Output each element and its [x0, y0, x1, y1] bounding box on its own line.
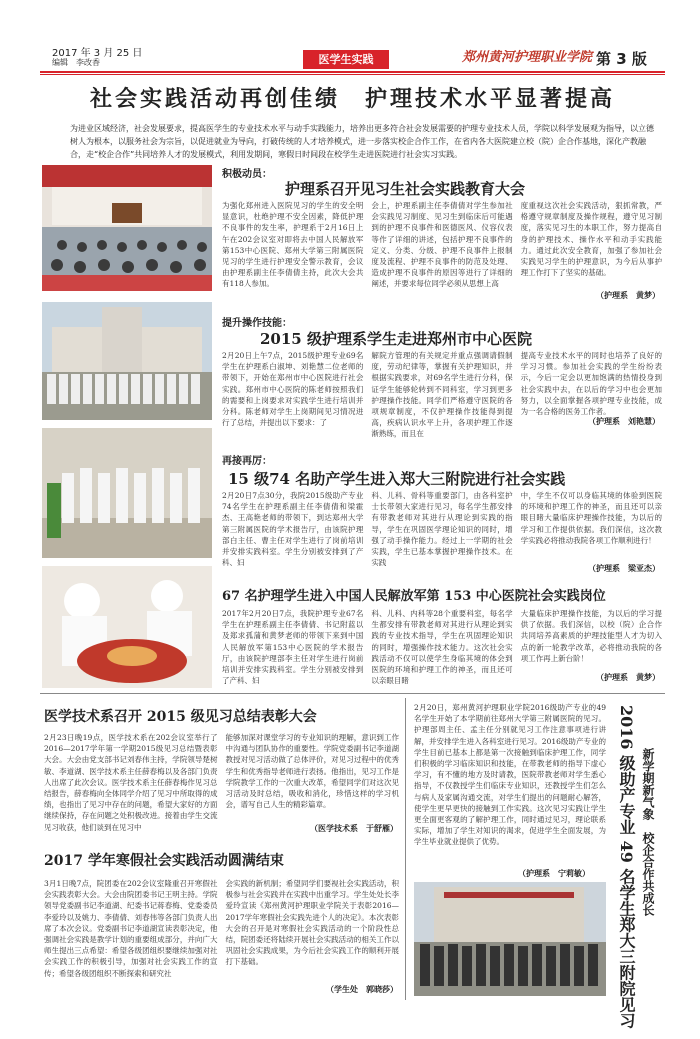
a4-title: 67 名护理学生进入中国人民解放军第 153 中心医院社会实践岗位 [222, 589, 606, 604]
a2-col2: 解院方管理的有关规定并重点强调请假制度，劳动纪律等，掌握有关护理知识，并根据实践要求，对69名学生进行分科，保证学生能够轮转到不同科室，学习到更多护理操作技能。同学们严格遵守医院的各项规章制度，不仅护理操作技能得到提高，疾病认识水平上升，各项护理工作逐渐熟练，而且在 [371, 351, 513, 439]
a4-byline: （护理系 黄梦） [596, 673, 660, 682]
a2-byline: （护理系 刘艳慧） [588, 417, 660, 426]
a5-byline: （医学技术系 于舒雁） [310, 824, 398, 833]
header-rule-thin [40, 74, 665, 75]
a4-col2: 科、儿科、内科等28个重要科室，每名学生都安排有带教老师对其进行从理论到实践的专业技术指导，学生在巩固理论知识的同时，增强操作技术能力。这次社会实践活动不仅可以使学生身临其境的体会到医院的环境和护理工作的神圣，而且还可以亲眼目睹 [371, 609, 513, 686]
a4-col3: 大量临床护理操作技能，为以后的学习提供了依据。我们深信，以校（院）企合作共同培养高素质的护理技能型人才为切入点的新一轮教学改革，必将推动我院的各项工作再上新台阶！ [520, 609, 662, 663]
section-divider [40, 693, 665, 694]
a7-title-main: 2016 级助产专业 49 名学生郑大三附院见习 [617, 705, 636, 1029]
a3-col2: 科、儿科、骨科等重要部门，由各科室护士长带领大家进行见习，每名学生都安排有带教老师对其进行从理论到实践的指导，学生在巩固医学理论知识的同时，增强了动手操作能力。经过上一学期的社会实践，学生已基本掌握护理操作技术。在实践 [371, 491, 513, 568]
a6-byline: （学生处 郭晓莎） [326, 985, 398, 994]
intro-paragraph: 为进业区域经济，社会发展要求，提高医学生的专业技术水平与动手实践能力，培养出更多符合社会发展需要的护理专业技术人员，学院以科学发展观为指导，以立德树人为根本，以服务社会为宗旨，以促进就业为导向，打破传统的人才培养模式，进一步落实校企合作工作，在省内各大医院建立校（院）企合作基地，深化产教融合，走“校企合作”共同培养人才的发展模式，利用发期间，寒假日时间段在校学生走进医院进行社会实习实践。 [70, 124, 654, 159]
a3-col3: 中，学生不仅可以身临其境的体验到医院的环境和护理工作的神圣，而且还可以亲眼目睹大量临床护理操作技能，为以后的学习和工作提供依据。我们深信，这次教学实践必将推动我院各项工作顺利进行！ [520, 491, 662, 545]
a5-col2: 能够加深对课堂学习的专业知识的理解，意识到工作中沟通与团队协作的重要性。学院党委副书记李道湖教授对见习活动做了总体评价，对见习过程中的优秀学生和优秀指导老师进行表扬。他指出，见习工作是学院教学工作的一次重大改革，希望同学们对这次见习活动及时总结，吸收和消化，珍惜这样的学习机会，谱写自己人生的精彩篇章。 [225, 733, 399, 810]
column-divider [405, 698, 406, 1000]
a7-body [414, 702, 606, 866]
a2-kicker: 提升操作技能： [222, 318, 292, 329]
photo-hospital-students [414, 882, 606, 996]
a1-col1: 为强化郑州进入医院见习的学生的安全明显意识，杜绝护理不安全因素，降低护理不良事件的发生率，护理系于2月16日上午在202会议室对即将去中国人民解放军第153中心医院、郑州大学第三附属医院见习的学生进行护理安全警示教育，会议由护理系副主任李倩倩主持，此次大会共有118人参加。 [222, 201, 364, 289]
header-rule [40, 71, 665, 73]
a1-byline: （护理系 黄梦） [596, 291, 660, 300]
a2-col3: 提高专业技术水平的同时也培养了良好的学习习惯。参加社会实践的学生纷纷表示，今后一定会以更加饱满的热情投身到社会实践中去，在以后的学习中也会更加努力，以全面掌握各项护理专业技能，成为一名合格的医务工作者。 [520, 351, 662, 417]
a5-col1: 2月23日晚19点，医学技术系在202会议室举行了2016—2017学年第一学期2015级见习总结暨表彰大会。大会由党支部书记刘春伟主持，学院领导楚树敏、李道湖、医学技术系主任薛春梅以及各部门负责人出席了此次会议。医学技术系主任薛春梅作见习总结报告，薛春梅向全体同学介绍了见习中所取得的成绩，也指出了见习中存在的问题，希望大家好的方面继续保持，存在问题之处积极改进。接着由学生交流见习收获，他们谈到在见习中 [44, 733, 218, 832]
a2-col1: 2月20日上午7点，2015级护理专业69名学生在护理系白淑坤、刘艳慧二位老师的带领下，开始在郑州市中心医院进行社会实践。郑州市中心医院的陈老师按照我们的需要和上岗要求对实践学生进行培训并分科。陈老师对学生上岗期间见习情况进行了总结，并提出以下要求：了 [222, 351, 364, 428]
a1-col2: 会上，护理系副主任李倩倩对学生参加社会实践见习制度、见习生到临床后可能遇到的护理不良事件和医德医风、仪容仪表等作了详细的讲述，包括护理不良事件的定义、分类、分级、护理不良事件上报制度及流程、护理不良事件的防范及处理、造成护理不良事件的原因等进行了详细的阐述，并要求每位同学必须从思想上高 [371, 201, 513, 289]
a7-byline: （护理系 宁莉敏） [518, 869, 590, 878]
photo-meeting-hall [42, 165, 212, 291]
a3-body [222, 490, 662, 568]
a2-title: 2015 级护理系学生走进郑州市中心医院 [260, 330, 532, 348]
a6-col1: 3月1日晚7点，院团委在202会议室隆重召开寒假社会实践表彰大会。大会由院团委书记王明主持。学院领导党委副书记李道湖、纪委书记蒋春梅、党委委员李爱玲以及姚力、李倩倩、刘春伟等各部门负责人出席了本次会议。党委副书记李道湖宣读表彰决定，他强调社会实践是教学计划的重要组成部分，并向广大师生提出三点希望：希望各级团组织要继续加强对社会实践工作的积极引导，加强对社会实践工作的宣传；希望各级团组织不断探索和研究社 [44, 879, 218, 978]
a4-col1: 2017年2月20日7点，我院护理专业67名学生在护理系副主任李倩倩、书记附蓝以及郑求孤蒲和黄梦老师的带领下来到中国人民解放军第153中心医院的学术报告厅，由该院护理部李主任对学生进行岗前培训并安排实践科室。学生分别被安排到了产科、妇 [222, 609, 364, 686]
a6-title: 2017 学年寒假社会实践活动圆满结束 [44, 853, 284, 869]
issue-date: 2017 年 3 月 25 日 [52, 48, 143, 59]
a1-col3: 度重视这次社会实践活动，狠抓常教，严格遵守规章制度及操作规程，遵守见习制度，落实见习生的本职工作，努力提高自身的护理技术、操作水平和动手实践能力。通过此次安全教育，加强了参加社会实践见习学生的护理意识，为今后从事护理工作打下了坚实的基础。 [520, 201, 662, 278]
a7-col1: 2月20日，郑州黄河护理职业学院2016级助产专业的49名学生开始了本学期前往郑州大学第三附属医院的见习。护理部周主任、孟主任分别就见习工作注意事项进行讲解，并安排学生进入各科室进行见习。2016级助产专业的学生目前已基本上都是第一次接触到临床护理工作，同学们积极的学习临床知识和技能，在带教老师的指导下虚心学习，有不懂的地方及时请教，医院带教老师对学生悉心指导，不仅教授学生们临床专业知识，还教授学生们怎么与病人及家属沟通交流，对学生们提出的问题耐心解答，使学生更早更快的接触到工作实践。这次见习实践让学生更全面更客观的了解护理工作，同时通过见习，理论联系实际，增加了学生对知识的渴求，促进学生全面发展，为学生毕业就业提供了优势。 [414, 703, 606, 847]
school-name: 郑州黄河护理职业学院 [462, 50, 593, 65]
a7-title-sub: 新学期新气象 校企合作共成长 [641, 748, 655, 916]
a1-kicker: 积极动员： [222, 169, 272, 180]
photo-hospital-group [42, 302, 212, 420]
page-number: 第 3 版 [596, 50, 647, 68]
section-badge: 医学生实践 [303, 50, 389, 69]
a3-col1: 2月20日7点30分，我院2015级助产专业74名学生在护理系副主任李倩倩和梁霍杰、王高艳老师的带领下，到达郑州大学第三附属医院的学术报告厅，由该院护理部白主任、曹主任对学生进行了岗前培训并安排实践科室。学生分别被安排到了产科、妇 [222, 491, 364, 568]
a3-kicker: 再接再厉： [222, 456, 272, 467]
main-headline: 社会实践活动再创佳绩 护理技术水平显著提高 [89, 87, 615, 112]
a3-title: 15 级74 名助产学生进入郑大三附院进行社会实践 [228, 470, 566, 488]
editor-credit: 编辑 李改香 [52, 58, 100, 67]
a1-body [222, 200, 662, 289]
a6-body [44, 878, 399, 978]
a5-title: 医学技术系召开 2015 级见习总结表彰大会 [44, 709, 317, 725]
photo-nurses-corridor [42, 428, 212, 558]
a1-title: 护理系召开见习生社会实践教育大会 [285, 180, 526, 198]
a3-byline: （护理系 梁亚杰） [588, 564, 660, 573]
photo-nursing-practice [42, 566, 212, 688]
a6-col2: 会实践的新机制；希望同学们要视社会实践活动，积极参与社会实践并在实践中出重学习。学生处处长李爱玲宣读《郑州黄河护理职业学院关于表彰2016—2017学年寒假社会实践先进个人的决定》。本次表彰大会的召开是对寒假社会实践活动的一个阶段性总结，院团委还将陆续开展社会实践活动的相关工作以巩固社会实践成果，为今后社会实践工作的顺利开展打下基础。 [225, 879, 399, 967]
